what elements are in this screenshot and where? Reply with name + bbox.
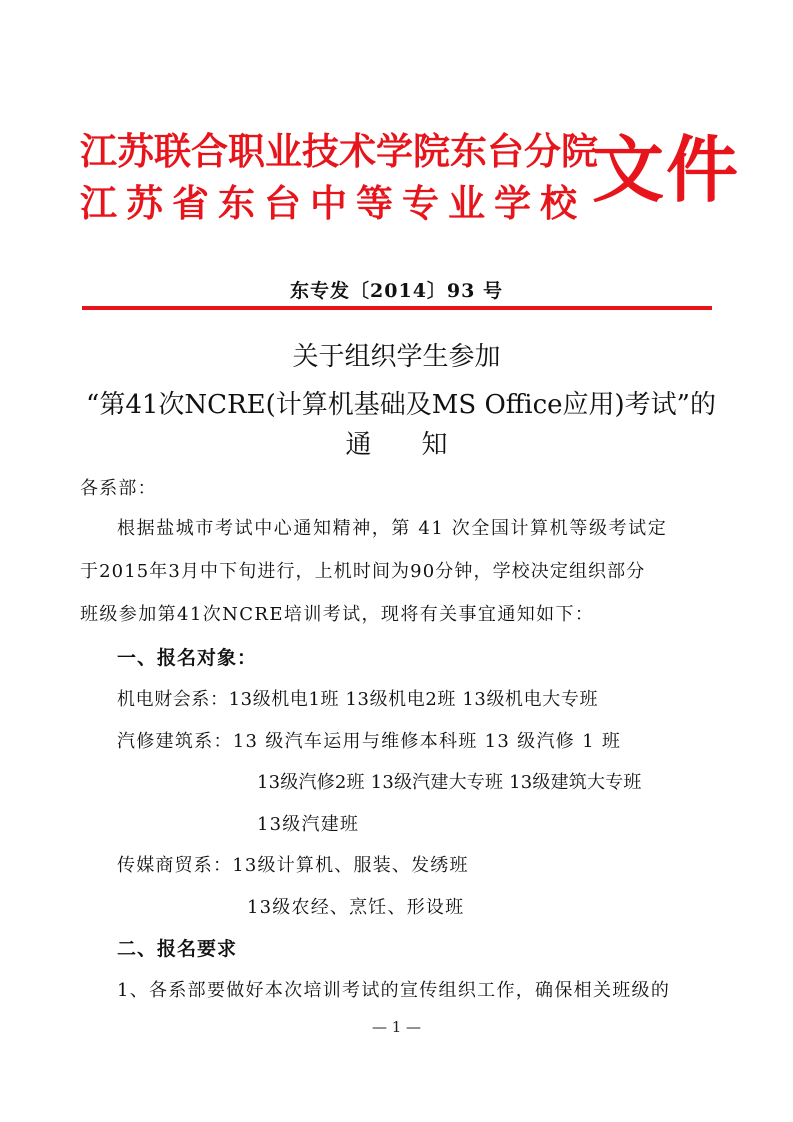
org-name-line-1: 江苏联合职业技术学院东台分院 — [80, 130, 598, 173]
notice-title-line-2: “第41次NCRE(计算机基础及MS Office应用)考试”的 — [86, 390, 716, 420]
list-item: 13级农经、烹饪、形设班 — [247, 897, 465, 918]
document-type-label: 文件 — [592, 127, 741, 212]
list-item: 13级汽修2班 13级汽建大专班 13级建筑大专班 — [257, 772, 642, 793]
document-number: 东专发〔2014〕93 号 — [290, 280, 503, 302]
intro-line-1: 根据盐城市考试中心通知精神，第 41 次全国计算机等级考试定 — [117, 518, 668, 539]
org-name-line-2: 江苏省东台中等专业学校 — [80, 182, 586, 225]
addressee: 各系部： — [80, 478, 157, 499]
section-heading-registration-targets: 一、报名对象： — [117, 647, 258, 669]
letterhead-divider — [82, 306, 712, 310]
list-item: 机电财会系：13级机电1班 13级机电2班 13级机电大专班 — [117, 689, 599, 710]
list-item: 1、各系部要做好本次培训考试的宣传组织工作，确保相关班级的 — [117, 980, 671, 1001]
list-item: 传媒商贸系：13级计算机、服装、发绣班 — [117, 855, 469, 876]
list-item: 汽修建筑系：13 级汽车运用与维修本科班 13 级汽修 1 班 — [117, 731, 622, 752]
section-heading-registration-requirements: 二、报名要求 — [117, 938, 238, 960]
list-item: 13级汽建班 — [257, 814, 360, 835]
notice-title-line-3: 通知 — [345, 430, 498, 460]
intro-line-2: 于2015年3月中下旬进行，上机时间为90分钟，学校决定组织部分 — [80, 561, 646, 582]
intro-line-3: 班级参加第41次NCRE培训考试，现将有关事宜通知如下： — [80, 604, 595, 625]
notice-title-line-1: 关于组织学生参加 — [292, 342, 501, 372]
page-number: — 1 — — [371, 1018, 422, 1036]
